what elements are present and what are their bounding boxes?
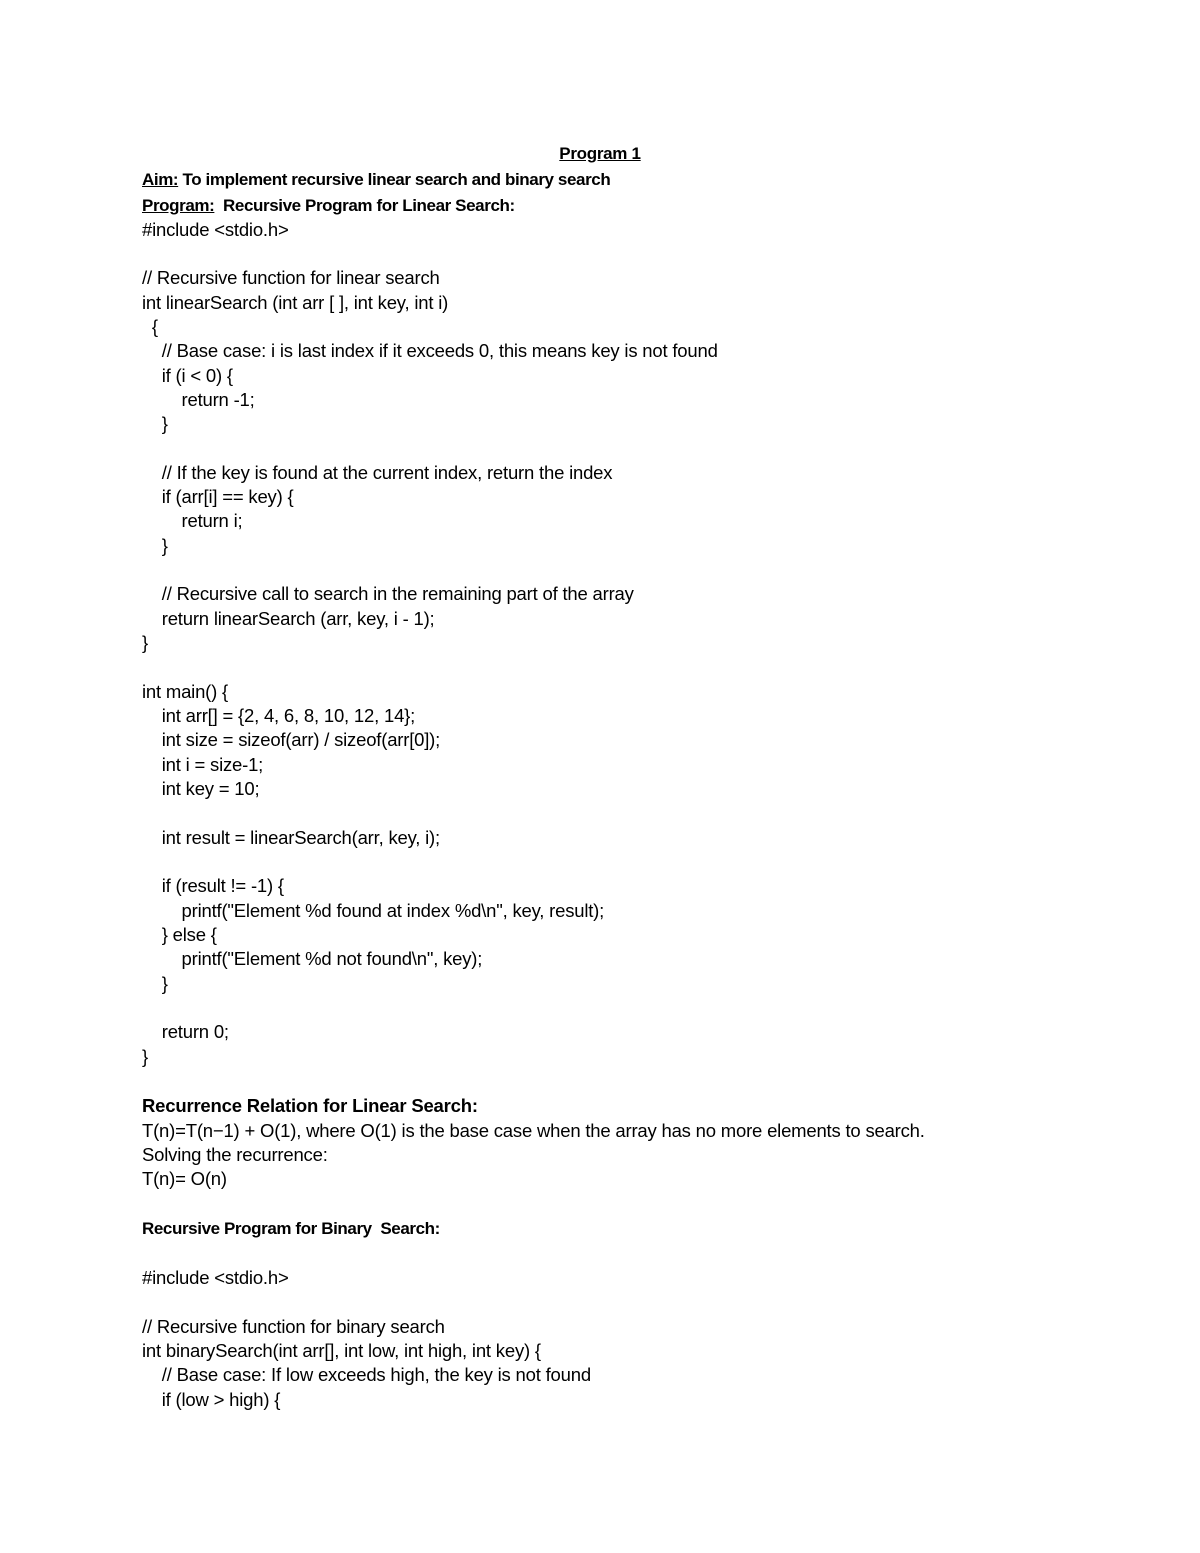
code-line: // Base case: If low exceeds high, the key is not found bbox=[142, 1364, 591, 1385]
code-line: #include <stdio.h> bbox=[142, 1267, 289, 1288]
code-line: int result = linearSearch(arr, key, i); bbox=[142, 827, 440, 848]
code-line: if (arr[i] == key) { bbox=[142, 486, 294, 507]
code-line: return 0; bbox=[142, 1021, 229, 1042]
aim-line bbox=[142, 169, 610, 191]
code-line: { bbox=[142, 316, 158, 337]
code-line: } bbox=[142, 973, 168, 994]
page-title: Program 1 bbox=[559, 144, 641, 163]
code-line: int i = size-1; bbox=[142, 754, 264, 775]
code-line: if (low > high) { bbox=[142, 1389, 281, 1410]
code-line: } bbox=[142, 413, 168, 434]
code-line: if (result != -1) { bbox=[142, 875, 284, 896]
code-line: // Recursive function for binary search bbox=[142, 1316, 445, 1337]
code-line: } bbox=[142, 1046, 148, 1067]
code-line: #include <stdio.h> bbox=[142, 219, 289, 240]
code-line: } bbox=[142, 632, 148, 653]
program-text: Recursive Program for Linear Search: bbox=[214, 196, 515, 215]
recurrence-line: Solving the recurrence: bbox=[142, 1144, 328, 1165]
code-line: } else { bbox=[142, 924, 217, 945]
code-line: int main() { bbox=[142, 681, 229, 702]
code-line: if (i < 0) { bbox=[142, 365, 233, 386]
code-line: return -1; bbox=[142, 389, 255, 410]
code-line: printf("Element %d not found\n", key); bbox=[142, 948, 483, 969]
recurrence-line: T(n)=T(n−1) + O(1), where O(1) is the base case when the array has no more elements to search. bbox=[142, 1120, 925, 1141]
recurrence-line: T(n)= O(n) bbox=[142, 1168, 227, 1189]
code-line: int key = 10; bbox=[142, 778, 260, 799]
program-line bbox=[142, 195, 515, 217]
code-line: int arr[] = {2, 4, 6, 8, 10, 12, 14}; bbox=[142, 705, 416, 726]
code-line: // If the key is found at the current index, return the index bbox=[142, 462, 613, 483]
code-line: int binarySearch(int arr[], int low, int high, int key) { bbox=[142, 1340, 541, 1361]
recurrence-heading: Recurrence Relation for Linear Search: bbox=[142, 1095, 478, 1116]
code-line: return linearSearch (arr, key, i - 1); bbox=[142, 608, 435, 629]
code-line: // Base case: i is last index if it exceeds 0, this means key is not found bbox=[142, 340, 718, 361]
code-line: // Recursive call to search in the remaining part of the array bbox=[142, 583, 634, 604]
code-line: return i; bbox=[142, 510, 243, 531]
code-line: } bbox=[142, 535, 168, 556]
aim-text: To implement recursive linear search and binary search bbox=[178, 170, 611, 189]
program-label: Program: bbox=[142, 196, 215, 215]
code-line: printf("Element %d found at index %d\n", key, result); bbox=[142, 900, 605, 921]
code-line: int size = sizeof(arr) / sizeof(arr[0]); bbox=[142, 729, 441, 750]
code-line: // Recursive function for linear search bbox=[142, 267, 440, 288]
binary-heading: Recursive Program for Binary Search: bbox=[142, 1219, 440, 1238]
code-line: int linearSearch (int arr [ ], int key, int i) bbox=[142, 292, 449, 313]
aim-label: Aim: bbox=[142, 170, 179, 189]
